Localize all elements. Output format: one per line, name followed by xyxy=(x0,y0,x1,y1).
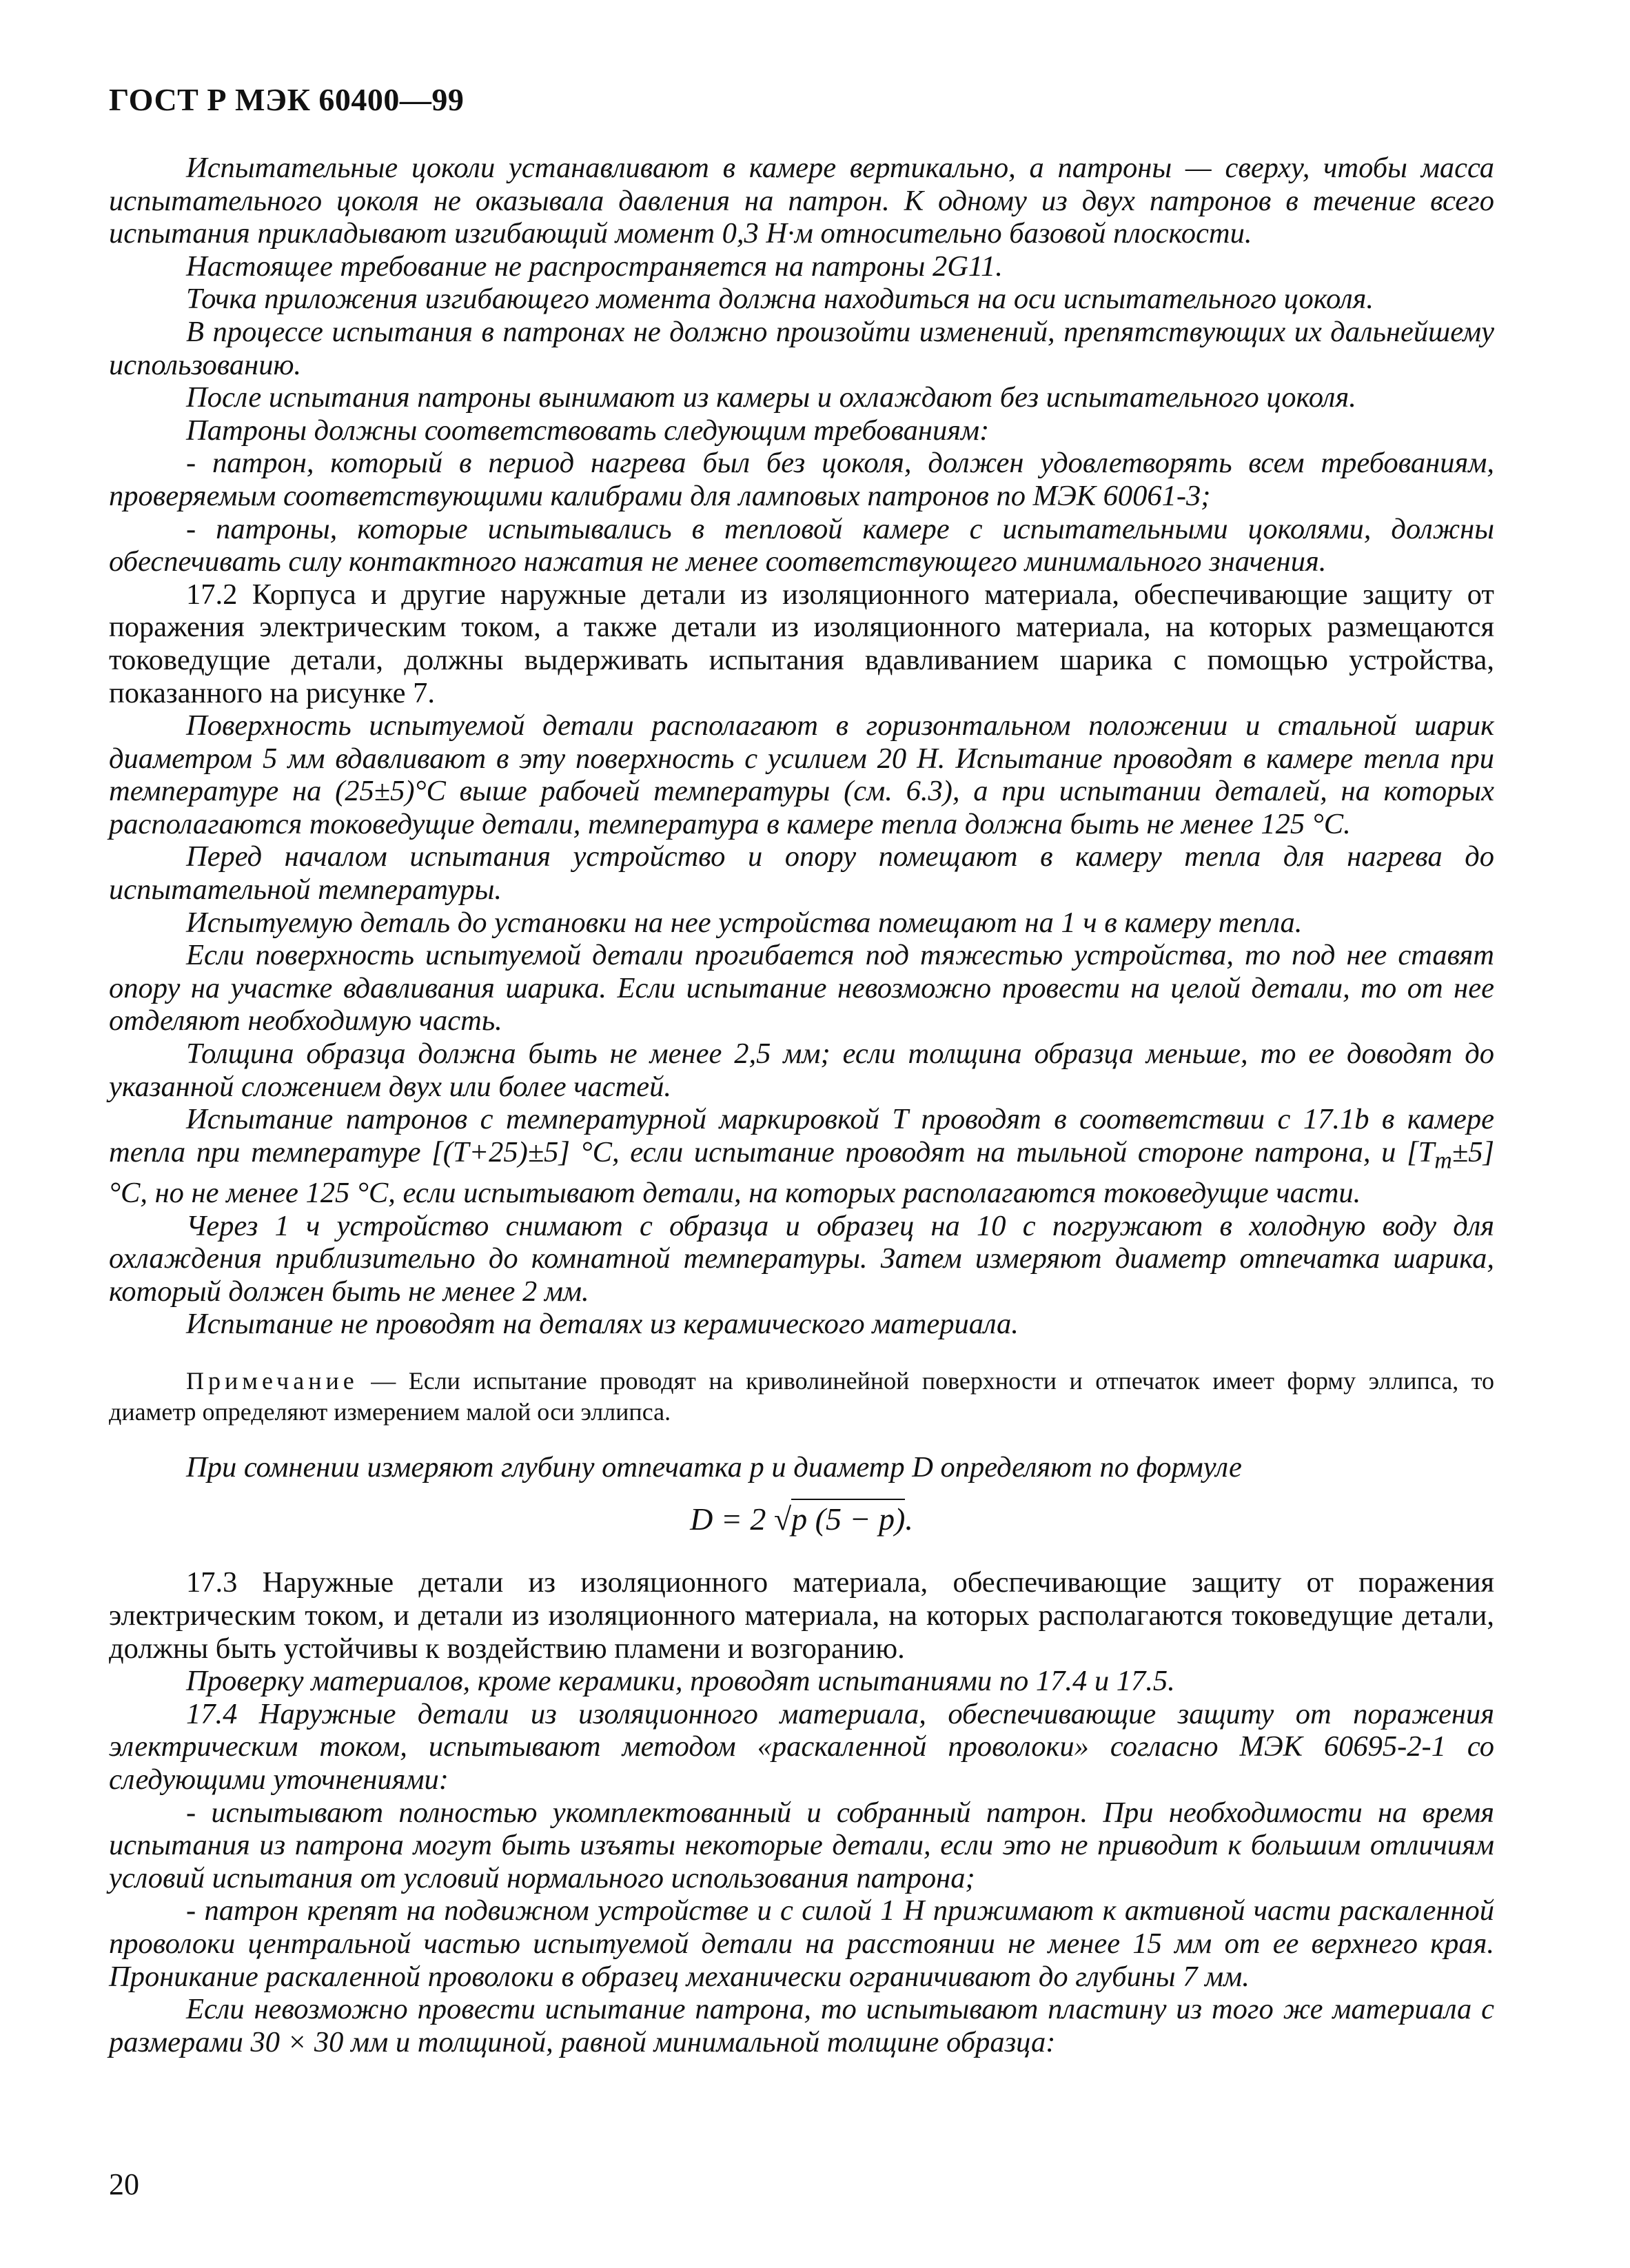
note-text: — Если испытание проводят на криволинейной поверхности и отпечаток имеет форму эллипса, то диаметр определяют измерением малой оси эллипса. xyxy=(109,1366,1494,1426)
formula-end: . xyxy=(905,1501,913,1537)
paragraph: Испытуемую деталь до установки на нее устройства помещают на 1 ч в камеру тепла. xyxy=(186,906,1303,939)
paragraph: Проверку материалов, кроме керамики, проводят испытаниями по 17.4 и 17.5. xyxy=(186,1665,1175,1698)
t-marking-text-b: ±5] °С, но не менее 125 °С, если испытывают детали, на которых располагаются токоведущие части. xyxy=(109,1135,1494,1209)
document-header: ГОСТ Р МЭК 60400—99 xyxy=(109,82,465,117)
paragraph: Перед началом испытания устройство и опору помещают в камеру тепла для нагрева до испытательной температуры. xyxy=(109,840,1494,907)
paragraph: Испытательные цоколи устанавливают в камере вертикально, а патроны — сверху, чтобы масса испытательного цоколя не оказывала давления на патрон. К одному из двух патронов в течение всего испытания прикладывают изгибающий момент 0,3 Н·м относительно базовой плоскости. xyxy=(109,152,1494,250)
list-item: - патрон крепят на подвижном устройстве и с силой 1 Н прижимают к активной части раскаленной проволоки центральной частью испытуемой детали на расстоянии не менее 15 мм от ее верхнего края. Проникание раскаленной проволоки в образец механически ограничивают до глубины 7 мм. xyxy=(109,1894,1494,1993)
paragraph: В процессе испытания в патронах не должно произойти изменений, препятствующих их дальнейшему использованию. xyxy=(109,315,1494,381)
section-17-3: 17.3 Наружные детали из изоляционного материала, обеспечивающие защиту от поражения электрическим током, и детали из изоляционного материала, на которых располагаются токоведущие детали, должны быть устойчивы к воздействию пламени и возгоранию. xyxy=(109,1566,1494,1665)
paragraph: Через 1 ч устройство снимают с образца и образец на 10 с погружают в холодную воду для охлаждения приблизительно до комнатной температуры. Затем измеряют диаметр отпечатка шарика, который должен быть не менее 2 мм. xyxy=(109,1209,1494,1308)
note xyxy=(109,1366,1494,1428)
paragraph: Настоящее требование не распространяется на патроны 2G11. xyxy=(186,250,1003,283)
paragraph: Испытание не проводят на деталях из керамического материала. xyxy=(186,1308,1019,1341)
page-number: 20 xyxy=(109,2167,139,2201)
paragraph: Толщина образца должна быть не менее 2,5 мм; если толщина образца меньше, то ее доводят до указанной сложением двух или более частей. xyxy=(109,1037,1494,1103)
paragraph: Если поверхность испытуемой детали прогибается под тяжестью устройства, то под нее ставят опору на участке вдавливания шарика. Если испытание невозможно провести на целой детали, то от нее отделяют необходимую часть. xyxy=(109,939,1494,1037)
formula-lhs: D = 2 √ xyxy=(690,1501,792,1537)
formula-radicand: p (5 − p) xyxy=(791,1499,905,1537)
paragraph: После испытания патроны вынимают из камеры и охлаждают без испытательного цоколя. xyxy=(186,381,1356,414)
t-marking-subscript: m xyxy=(1434,1146,1452,1174)
formula-intro: При сомнении измеряют глубину отпечатка р и диаметр D определяют по формуле xyxy=(186,1450,1242,1484)
paragraph: Патроны должны соответствовать следующим требованиям: xyxy=(186,414,990,447)
paragraph: Поверхность испытуемой детали располагают в горизонтальном положении и стальной шарик диаметром 5 мм вдавливают в эту поверхность с усилием 20 Н. Испытание проводят в камере тепла при температуре на (25±5)°С выше рабочей температуры (см. 6.3), а при испытании деталей, на которых располагаются токоведущие детали, температура в камере тепла должна быть не менее 125 °С. xyxy=(109,709,1494,840)
section-17-4: 17.4 Наружные детали из изоляционного материала, обеспечивающие защиту от поражения электрическим током, испытывают методом «раскаленной проволоки» согласно МЭК 60695-2-1 со следующими уточнениями: xyxy=(109,1697,1494,1796)
formula xyxy=(109,1499,1494,1540)
note-label: Примечание xyxy=(186,1366,358,1395)
paragraph-t-marking xyxy=(109,1103,1494,1209)
document-body xyxy=(109,152,1494,2058)
list-item: - патроны, которые испытывались в тепловой камере с испытательными цоколями, должны обеспечивать силу контактного нажатия не менее соответствующего минимального значения. xyxy=(109,512,1494,578)
t-marking-text-a: Испытание патронов с температурной маркировкой Т проводят в соответствии с 17.1b в камере тепла при температуре [(Т+25)±5] °С, если испытание проводят на тыльной стороне патрона, и [Т xyxy=(109,1103,1494,1168)
list-item: - испытывают полностью укомплектованный и собранный патрон. При необходимости на время испытания из патрона могут быть изъяты некоторые детали, если это не приводит к большим отличиям условий испытания от условий нормального использования патрона; xyxy=(109,1796,1494,1894)
paragraph: Если невозможно провести испытание патрона, то испытывают пластину из того же материала с размерами 30 × 30 мм и толщиной, равной минимальной толщине образца: xyxy=(109,1993,1494,2058)
section-17-2: 17.2 Корпуса и другие наружные детали из изоляционного материала, обеспечивающие защиту от поражения электрическим током, а также детали из изоляционного материала, на которых размещаются токоведущие детали, должны выдерживать испытания вдавливанием шарика с помощью устройства, показанного на рисунке 7. xyxy=(109,578,1494,709)
paragraph: Точка приложения изгибающего момента должна находиться на оси испытательного цоколя. xyxy=(186,283,1374,316)
list-item: - патрон, который в период нагрева был без цоколя, должен удовлетворять всем требованиям, проверяемым соответствующими калибрами для ламповых патронов по МЭК 60061-3; xyxy=(109,447,1494,512)
